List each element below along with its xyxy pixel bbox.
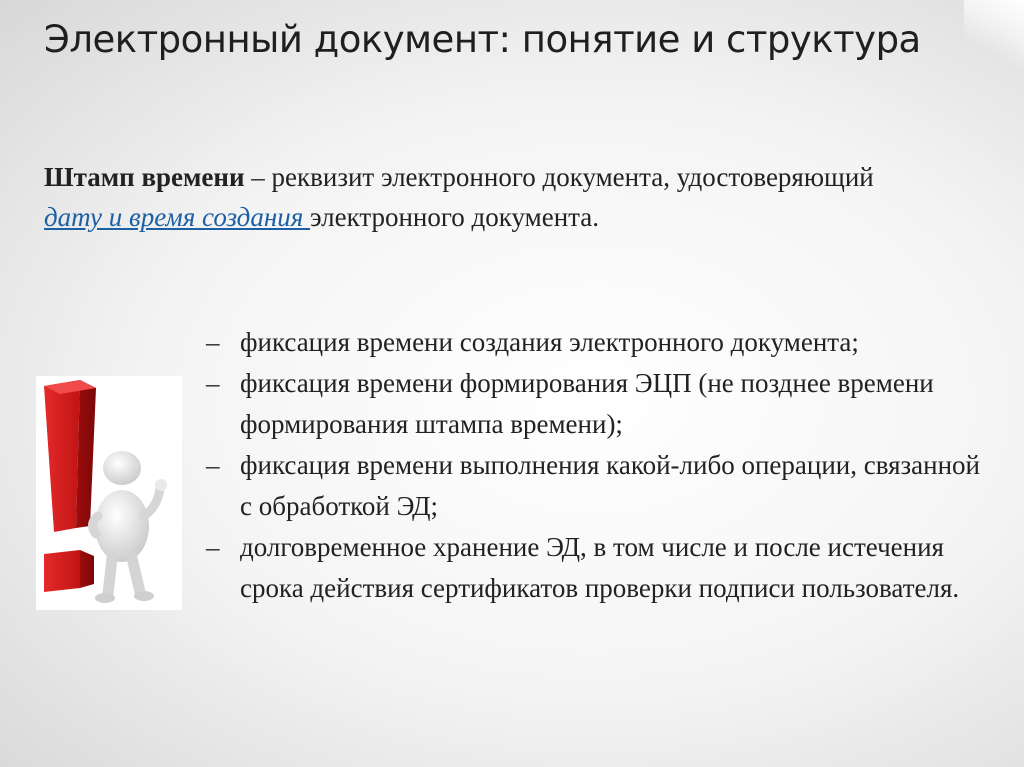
list-item xyxy=(206,445,996,527)
bullet-dash: – xyxy=(206,368,220,398)
definition-term: Штамп времени xyxy=(44,162,245,192)
exclamation-figure-icon xyxy=(36,376,182,610)
list-item-text: фиксация времени формирования ЭЦП (не позднее времени формирования штампа времени); xyxy=(240,368,934,439)
definition-text-after-link: электронного документа. xyxy=(310,202,600,232)
bullet-dash: – xyxy=(206,327,220,357)
list-item-text: фиксация времени создания электронного документа; xyxy=(240,327,859,357)
definition-text-before-link: – реквизит электронного документа, удостоверяющий xyxy=(244,162,874,192)
list-item-text: фиксация времени выполнения какой-либо операции, связанной с обработкой ЭД; xyxy=(240,450,981,521)
list-item xyxy=(206,363,996,445)
date-time-link[interactable]: дату и время создания xyxy=(44,202,311,232)
bullet-list xyxy=(206,322,996,609)
slide-corner-decoration xyxy=(964,0,1024,70)
bullet-dash: – xyxy=(206,532,220,562)
list-item xyxy=(206,527,996,609)
slide-title: Электронный документ: понятие и структура xyxy=(44,18,921,61)
list-item-text: долговременное хранение ЭД, в том числе и после истечения срока действия сертификатов проверки подписи пользователя. xyxy=(240,532,960,603)
list-item xyxy=(206,322,996,363)
definition-paragraph xyxy=(44,157,904,237)
bullet-dash: – xyxy=(206,450,220,480)
